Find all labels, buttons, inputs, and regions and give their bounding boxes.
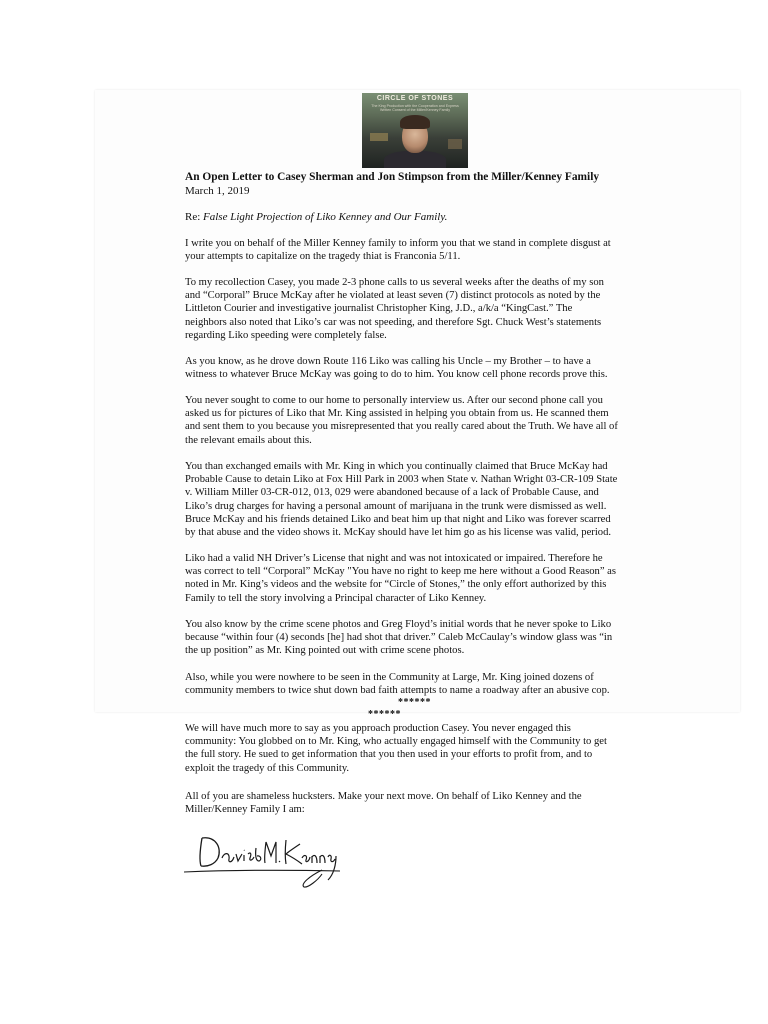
cover-title: CIRCLE OF STONES	[376, 95, 454, 102]
cover-background-detail	[448, 139, 462, 149]
paragraph-3	[185, 355, 655, 381]
letter-date: March 1, 2019	[185, 185, 250, 197]
text-line: regarding Liko speeding were completely false.	[185, 329, 387, 341]
text-line: by that abuse and the video shows it. McKay should have let him go as his license was valid, period.	[185, 527, 612, 539]
text-line: You also know by the crime scene photos and Greg Floyd’s initial words that he never spoke to Liko	[185, 619, 612, 630]
subject-label: Re:	[185, 211, 204, 223]
paragraph-9	[185, 722, 655, 775]
text-line: noted in Mr. King’s videos and the website for “Circle of Stones,” the only effort authorized by this	[185, 579, 607, 591]
paragraph-6	[185, 552, 655, 605]
text-line: To my recollection Casey, you made 2-3 phone calls to us several weeks after the deaths of my son	[185, 277, 604, 288]
subject-text: False Light Projection of Liko Kenney and Our Family.	[203, 211, 448, 223]
text-line: your attempts to capitalize on the tragedy thiat is Franconia 5/11.	[185, 251, 461, 263]
paragraph-5	[185, 460, 655, 539]
paragraph-8	[185, 671, 655, 697]
text-line: v. William Miller 03-CR-012, 013, 029 were abandoned because of a lack of Probable Cause, and	[185, 487, 599, 499]
paragraph-2	[185, 276, 655, 342]
cover-background-detail	[370, 133, 388, 141]
letter-heading: An Open Letter to Casey Sherman and Jon Stimpson from the Miller/Kenney Family	[185, 171, 600, 183]
text-line: community members to twice shut down bad faith attempts to name a roadway after an abusive cop.	[185, 685, 610, 697]
text-line: neighbors also noted that Liko’s car was not speeding, and therefore Sgt. Chuck West’s statements	[185, 316, 602, 328]
text-line: Liko’s drug charges for having a personal amount of marijuana in the trunk were dismissed as well.	[185, 500, 607, 512]
text-line: the full story. He sued to get information that you then used in your efforts to profit from, and to	[185, 749, 593, 761]
separator-stars: ******	[398, 697, 431, 708]
text-line: was correct to tell “Corporal” McKay "You have no right to keep me here without a Good Reason” as	[185, 566, 616, 578]
text-line: You never sought to come to our home to personally interview us. After our second phone call you	[185, 395, 603, 406]
text-line: and sent them to you because you misrepresented that you really cared about the Truth. We have all of	[185, 421, 618, 433]
paragraph-7	[185, 618, 655, 658]
text-line: Probable Cause to detain Liko at Fox Hill Park in 2003 when State v. Nathan Wright 03-CR-109 State	[185, 474, 618, 486]
text-line: the up position” as Mr. King pointed out with crime scene photos.	[185, 645, 465, 657]
book-cover-image	[362, 93, 468, 168]
cover-portrait-shoulders	[384, 151, 446, 168]
text-line: witness to whatever Bruce McKay was going to do to him. You know cell phone records prove this.	[185, 369, 608, 381]
text-line: All of you are shameless hucksters. Make your next move. On behalf of Liko Kenney and the	[185, 791, 582, 802]
text-line: community: You globbed on to Mr. King, who actually engaged himself with the Community to get	[185, 736, 607, 748]
text-line: Miller/Kenney Family I am:	[185, 804, 305, 816]
cover-portrait-hair	[400, 115, 430, 129]
text-line: and “Corporal” Bruce McKay after he violated at least seven (7) distinct protocols as noted by the	[185, 290, 601, 302]
text-line: Littleton Courier and investigative journalist Christopher King, J.D., a/k/a “KingCast.” The	[185, 303, 573, 315]
text-line: Liko had a valid NH Driver’s License that night and was not intoxicated or impaired. Therefore he	[185, 553, 603, 564]
text-line: exploit the tragedy of this Community.	[185, 762, 350, 774]
letter-subject-line	[185, 211, 447, 223]
text-line: You than exchanged emails with Mr. King in which you continually claimed that Bruce McKay had	[185, 461, 608, 472]
text-line: As you know, as he drove down Route 116 Liko was calling his Uncle – my Brother – to have a	[185, 356, 591, 367]
text-line: Also, while you were nowhere to be seen in the Community at Large, Mr. King joined dozens of	[185, 672, 594, 683]
text-line: We will have much more to say as you approach production Casey. You never engaged this	[185, 723, 571, 734]
paragraph-10	[185, 790, 655, 816]
cover-subtitle: The King Production with the Cooperation and Express Written Consent of the Miller/Kenney Family	[371, 104, 459, 113]
handwritten-signature	[182, 830, 342, 890]
paragraph-1	[185, 237, 655, 263]
text-line: I write you on behalf of the Miller Kenney family to inform you that we stand in complete disgust at	[185, 238, 611, 249]
separator-stars: ******	[368, 709, 401, 720]
text-line: Family to tell the story involving a Principal character of Liko Kenney.	[185, 592, 487, 604]
text-line: the relevant emails about this.	[185, 434, 312, 446]
text-line: because “within four (4) seconds [he] had shot that driver.” Caleb McCaulay’s window glass was “in	[185, 632, 613, 644]
text-line: asked us for pictures of Liko that Mr. King assisted in helping you obtain from us. He scanned them	[185, 408, 609, 420]
paragraph-4	[185, 394, 655, 447]
text-line: Bruce McKay and his friends detained Liko and beat him up that night and Liko was forever scarred	[185, 513, 611, 525]
